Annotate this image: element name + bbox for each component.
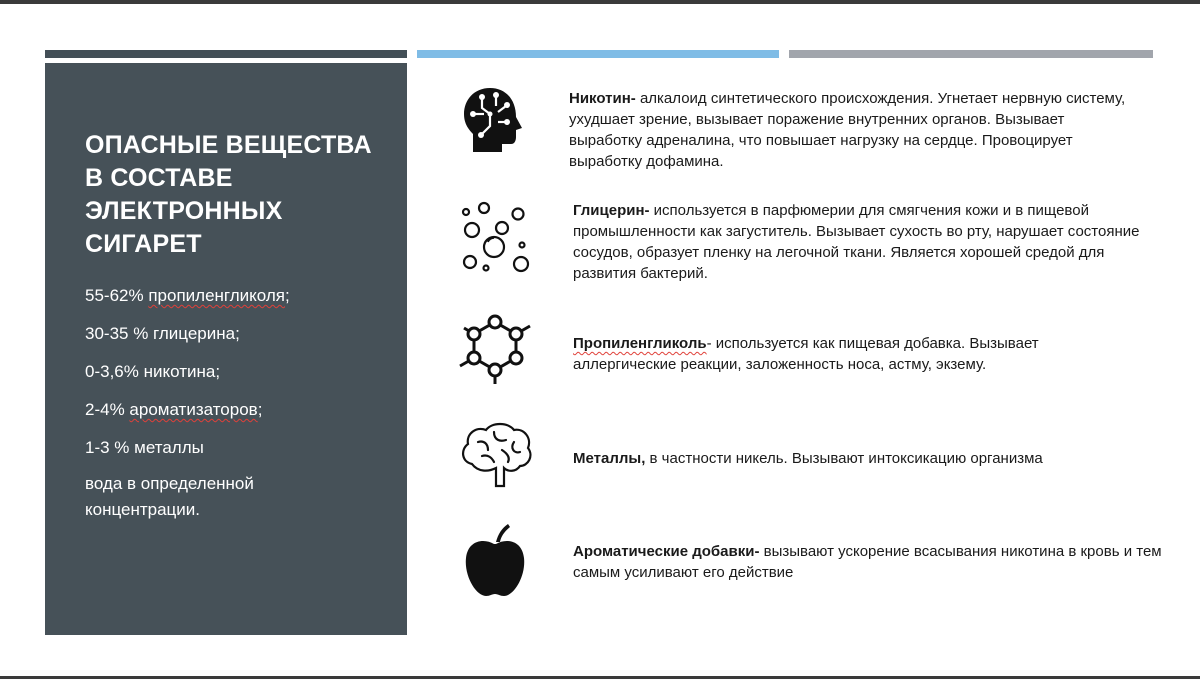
spellcheck-word: пропиленгликоля — [148, 286, 285, 305]
composition-item[interactable]: 1-3 % металлы — [85, 438, 204, 457]
slide-title[interactable]: ОПАСНЫЕ ВЕЩЕСТВА В СОСТАВЕ ЭЛЕКТРОННЫХ СИГАРЕТ — [85, 131, 372, 258]
accent-bar-gray — [789, 50, 1153, 58]
substance-description: Металлы, в частности никель. Вызывают интоксикацию организма — [573, 450, 1043, 467]
substance-term: Пропиленгликоль — [573, 335, 707, 352]
composition-list — [85, 283, 367, 523]
brain-icon — [458, 420, 532, 494]
composition-item[interactable]: 55-62% пропиленгликоля; — [85, 286, 290, 305]
substance-term: Никотин- — [569, 90, 636, 107]
molecule-icon — [458, 312, 532, 386]
composition-item[interactable]: 0-3,6% никотина; — [85, 362, 221, 381]
substance-term: Ароматические добавки- — [573, 543, 760, 560]
composition-item[interactable]: 30-35 % глицерина; — [85, 324, 240, 343]
substance-term: Металлы, — [573, 450, 646, 467]
substance-description: Пропиленгликоль- используется как пищевая добавка. Вызывает аллергические реакции, заложенность носа, астму, экзему. — [573, 335, 1039, 373]
composition-item[interactable]: 2-4% ароматизаторов; — [85, 400, 263, 419]
bubbles-icon — [458, 200, 532, 274]
title-panel — [45, 63, 407, 635]
apple-icon — [458, 524, 532, 598]
substance-description: Глицерин- используется в парфюмерии для смягчения кожи и в пищевой промышленности как загуститель. Вызывает сухость во рту, нарушает состояние сосудов, образует пленку на легочной ткани. Является хорошей средой для развития бактерий. — [573, 202, 1140, 282]
substance-description: Никотин- алкалоид синтетического происхождения. Угнетает нервную систему, ухудшает зрение, вызывает поражение внутренних органов. Вызывает выработку адреналина, что повышает нагрузку на сердце. Провоцирует выработку дофамина. — [569, 90, 1126, 170]
brain-circuit-head-icon — [458, 82, 532, 156]
composition-item[interactable]: вода в определенной концентрации. — [85, 474, 254, 519]
accent-bar-dark — [45, 50, 407, 58]
substance-term: Глицерин- — [573, 202, 650, 219]
spellcheck-word: ароматизаторов — [129, 400, 258, 419]
window-top-edge — [0, 0, 1200, 4]
accent-bar-blue — [417, 50, 779, 58]
substance-description: Ароматические добавки- вызывают ускорение всасывания никотина в кровь и тем самым усиливают его действие — [573, 543, 1162, 581]
